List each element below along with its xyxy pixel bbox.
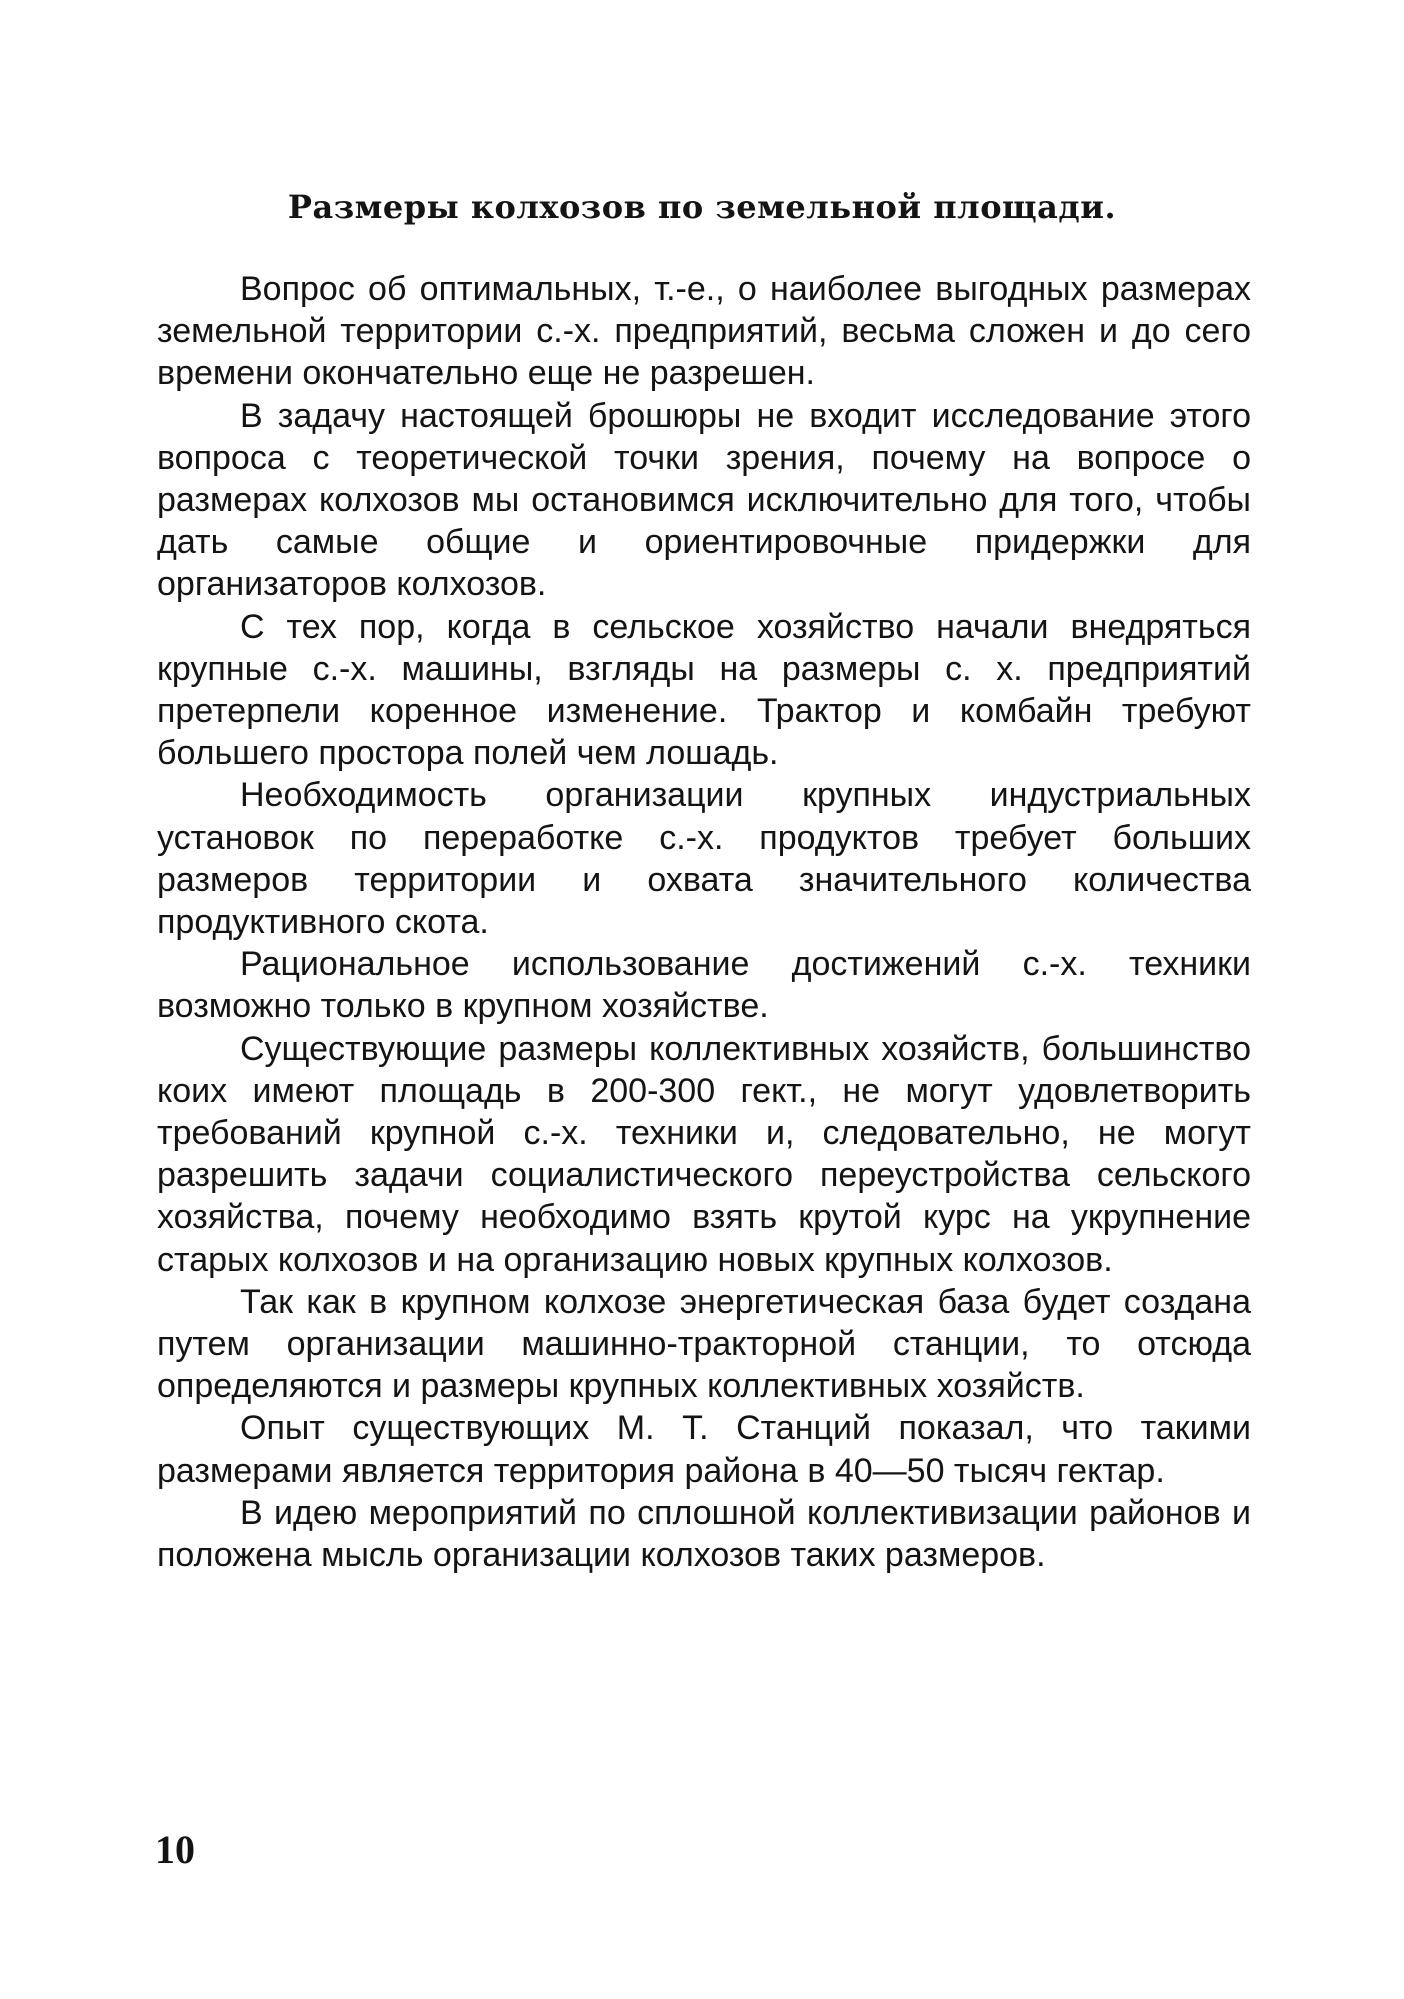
paragraph-6: Существующие размеры коллективных хозяйств, большинство коих имеют площадь в 200-300 гект., не могут удовлетворить требований крупной с.-х. техники и, следовательно, не могут разрешить задачи социалистического переустройства сельского хозяйства, почему необходимо взять крутой курс на укрупнение старых колхозов и на организацию новых крупных колхозов. [157, 1029, 1251, 1279]
paragraph-4: Необходимость организации крупных индустриальных установок по переработке с.-х. продуктов требует больших размеров территории и охвата значительного количества продуктивного скота. [157, 776, 1251, 942]
paragraph-8: Опыт существующих М. Т. Станций показал, что такими размерами является территория района в 40—50 тысяч гектар. [157, 1409, 1251, 1490]
paragraph-5: Рациональное использование достижений с.-х. техники возможно только в крупном хозяйстве. [157, 945, 1251, 1026]
paragraph-1: Вопрос об оптимальных, т.-е., о наиболее выгодных размерах земельной территории с.-х. предприятий, весьма сложен и до сего времени окончательно еще не разрешен. [157, 270, 1251, 393]
body-text [157, 268, 1251, 1576]
page-number: 10 [155, 1827, 195, 1872]
paragraph-2: В задачу настоящей брошюры не входит исследование этого вопроса с теоретической точки зрения, почему на вопросе о размерах колхозов мы остановимся исключительно для того, чтобы дать самые общие и ориентировочные придержки для организаторов колхозов. [157, 396, 1251, 604]
paragraph-7: Так как в крупном колхозе энергетическая база будет создана путем организации машинно-тракторной станции, то отсюда определяются и размеры крупных коллективных хозяйств. [157, 1282, 1251, 1406]
paragraph-3: С тех пор, когда в сельское хозяйство начали внедряться крупные с.-х. машины, взгляды на размеры с. х. предприятий претерпели коренное изменение. Трактор и комбайн требуют большего простора полей чем лошадь. [157, 607, 1251, 773]
section-heading: Размеры колхозов по земельной площади. [287, 188, 1117, 226]
paragraph-9: В идею мероприятий по сплошной коллективизации районов и положена мысль организации колхозов таких размеров. [157, 1493, 1251, 1575]
